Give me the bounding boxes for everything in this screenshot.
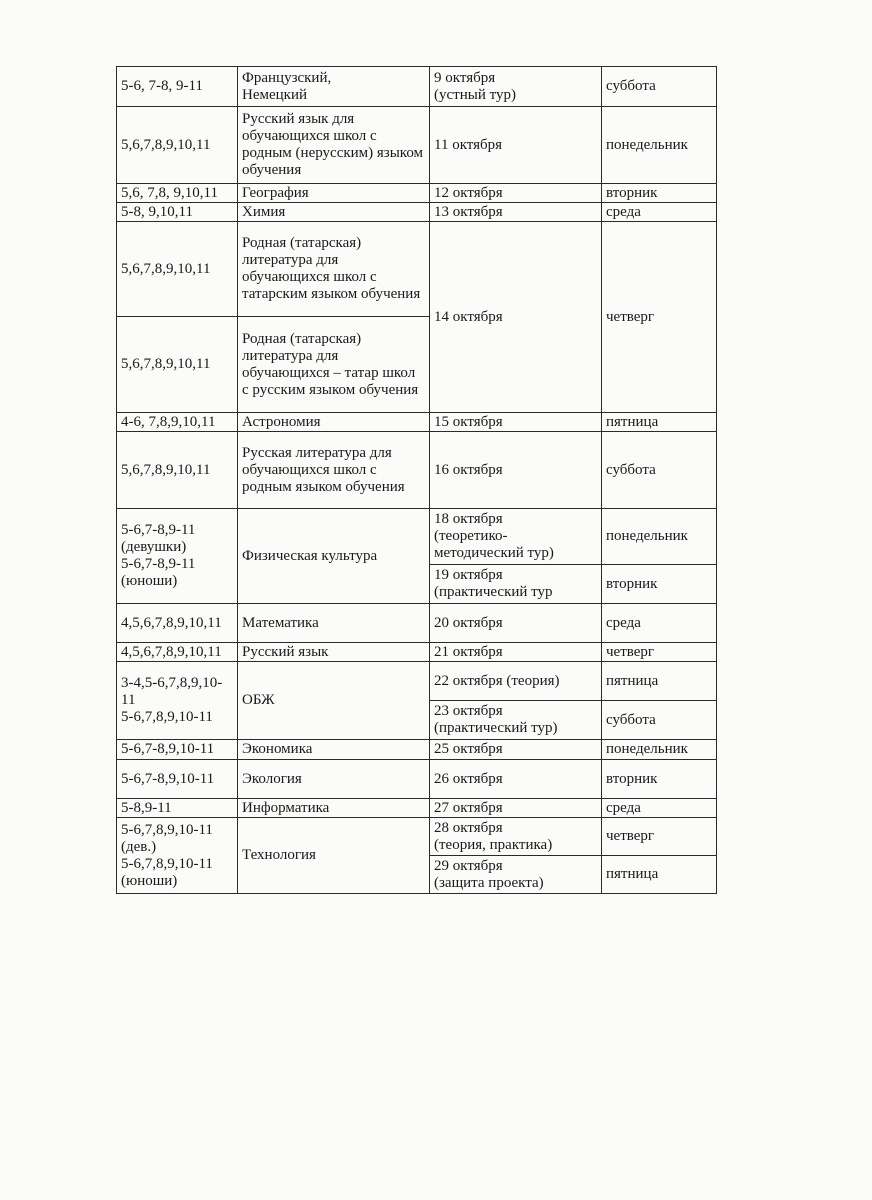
table-row xyxy=(117,67,717,107)
olympiad-schedule-table xyxy=(116,66,717,894)
grades-cell: 5,6,7,8,9,10,11 xyxy=(117,107,238,184)
date-cell: 13 октября xyxy=(430,203,602,222)
grades-cell: 5,6,7,8,9,10,11 xyxy=(117,317,238,413)
table-row xyxy=(117,818,717,856)
grades-cell: 5-6, 7-8, 9-11 xyxy=(117,67,238,107)
weekday-cell: вторник xyxy=(602,565,717,604)
date-cell: 16 октября xyxy=(430,432,602,509)
subject-cell: Астрономия xyxy=(238,413,430,432)
table-row xyxy=(117,643,717,662)
weekday-cell: четверг xyxy=(602,643,717,662)
subject-cell: ОБЖ xyxy=(238,662,430,740)
weekday-cell: среда xyxy=(602,203,717,222)
date-cell: 26 октября xyxy=(430,760,602,799)
date-cell: 22 октября (теория) xyxy=(430,662,602,701)
weekday-cell: вторник xyxy=(602,184,717,203)
table-row xyxy=(117,760,717,799)
date-cell: 21 октября xyxy=(430,643,602,662)
grades-cell: 5,6, 7,8, 9,10,11 xyxy=(117,184,238,203)
weekday-cell: суббота xyxy=(602,67,717,107)
weekday-cell: пятница xyxy=(602,413,717,432)
grades-cell: 5-6,7-8,9,10-11 xyxy=(117,740,238,760)
weekday-cell: понедельник xyxy=(602,509,717,565)
table-row xyxy=(117,662,717,701)
date-cell: 12 октября xyxy=(430,184,602,203)
subject-cell: Русский язык xyxy=(238,643,430,662)
table-row xyxy=(117,203,717,222)
date-cell: 28 октября (теория, практика) xyxy=(430,818,602,856)
table-row xyxy=(117,107,717,184)
table-row xyxy=(117,184,717,203)
date-cell: 11 октября xyxy=(430,107,602,184)
weekday-cell: суббота xyxy=(602,432,717,509)
grades-cell: 5-6,7,8,9,10-11 (дев.) 5-6,7,8,9,10-11 (юноши) xyxy=(117,818,238,894)
table-row xyxy=(117,604,717,643)
weekday-cell: вторник xyxy=(602,760,717,799)
grades-cell: 4,5,6,7,8,9,10,11 xyxy=(117,604,238,643)
weekday-cell: четверг xyxy=(602,818,717,856)
weekday-cell: пятница xyxy=(602,662,717,701)
weekday-cell: понедельник xyxy=(602,107,717,184)
date-cell: 23 октября (практический тур) xyxy=(430,701,602,740)
subject-cell: Французский, Немецкий xyxy=(238,67,430,107)
subject-cell: Физическая культура xyxy=(238,509,430,604)
date-cell: 15 октября xyxy=(430,413,602,432)
subject-cell: Экономика xyxy=(238,740,430,760)
subject-cell: Технология xyxy=(238,818,430,894)
date-cell: 14 октября xyxy=(430,222,602,413)
weekday-cell: понедельник xyxy=(602,740,717,760)
table-row xyxy=(117,509,717,565)
grades-cell: 5-8, 9,10,11 xyxy=(117,203,238,222)
weekday-cell: среда xyxy=(602,604,717,643)
weekday-cell: четверг xyxy=(602,222,717,413)
date-cell: 20 октября xyxy=(430,604,602,643)
grades-cell: 3-4,5-6,7,8,9,10- 11 5-6,7,8,9,10-11 xyxy=(117,662,238,740)
table-row xyxy=(117,799,717,818)
table-row xyxy=(117,413,717,432)
table-row xyxy=(117,740,717,760)
subject-cell: Химия xyxy=(238,203,430,222)
grades-cell: 4-6, 7,8,9,10,11 xyxy=(117,413,238,432)
table-row xyxy=(117,222,717,317)
date-cell: 9 октября (устный тур) xyxy=(430,67,602,107)
subject-cell: Экология xyxy=(238,760,430,799)
subject-cell: Родная (татарская) литература для обучающихся школ с татарским языком обучения xyxy=(238,222,430,317)
subject-cell: Русская литература для обучающихся школ с родным языком обучения xyxy=(238,432,430,509)
date-cell: 27 октября xyxy=(430,799,602,818)
date-cell: 29 октября (защита проекта) xyxy=(430,856,602,894)
subject-cell: Родная (татарская) литература для обучающихся – татар школ с русским языком обучения xyxy=(238,317,430,413)
date-cell: 19 октября (практический тур xyxy=(430,565,602,604)
table-row xyxy=(117,432,717,509)
subject-cell: Математика xyxy=(238,604,430,643)
subject-cell: Русский язык для обучающихся школ с родным (нерусским) языком обучения xyxy=(238,107,430,184)
date-cell: 25 октября xyxy=(430,740,602,760)
subject-cell: Информатика xyxy=(238,799,430,818)
grades-cell: 4,5,6,7,8,9,10,11 xyxy=(117,643,238,662)
weekday-cell: среда xyxy=(602,799,717,818)
grades-cell: 5-6,7-8,9,10-11 xyxy=(117,760,238,799)
grades-cell: 5,6,7,8,9,10,11 xyxy=(117,222,238,317)
document-page xyxy=(116,66,716,894)
weekday-cell: суббота xyxy=(602,701,717,740)
date-cell: 18 октября (теоретико- методический тур) xyxy=(430,509,602,565)
grades-cell: 5-6,7-8,9-11 (девушки) 5-6,7-8,9-11 (юноши) xyxy=(117,509,238,604)
weekday-cell: пятница xyxy=(602,856,717,894)
subject-cell: География xyxy=(238,184,430,203)
grades-cell: 5-8,9-11 xyxy=(117,799,238,818)
grades-cell: 5,6,7,8,9,10,11 xyxy=(117,432,238,509)
